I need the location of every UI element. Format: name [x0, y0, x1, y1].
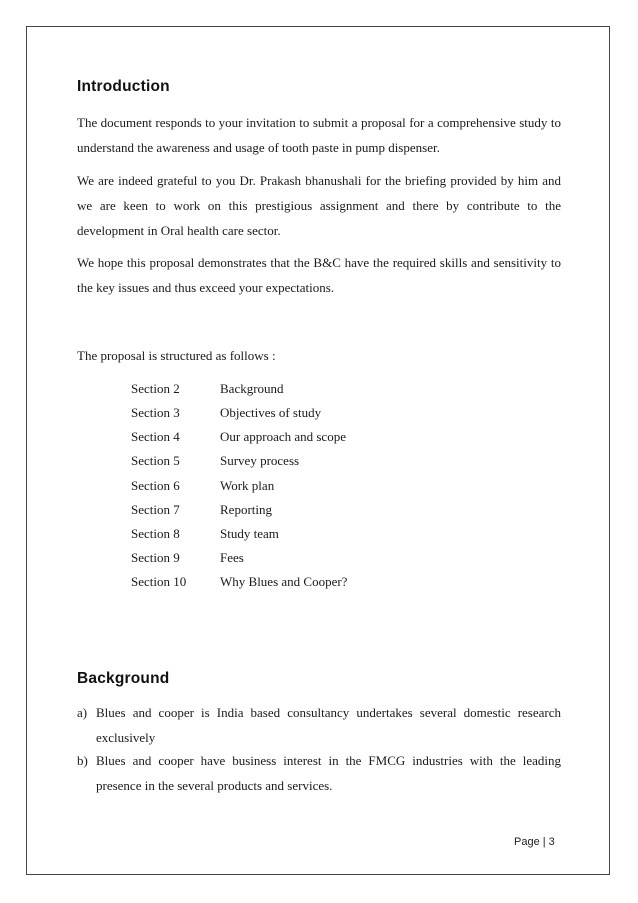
section-row [131, 524, 531, 544]
introduction-heading: Introduction [77, 78, 170, 95]
section-number: Section 4 [131, 429, 180, 444]
section-number: Section 9 [131, 550, 180, 565]
section-row [131, 427, 531, 447]
page-number: Page | 3 [514, 836, 555, 848]
section-number: Section 8 [131, 526, 180, 541]
section-title: Why Blues and Cooper? [220, 574, 348, 589]
section-row [131, 379, 531, 399]
section-title: Reporting [220, 502, 272, 517]
list-text: Blues and cooper is India based consultancy undertakes several domestic research exclusively [96, 705, 561, 745]
section-row [131, 476, 531, 496]
background-heading: Background [77, 670, 170, 687]
section-row [131, 572, 531, 592]
section-number: Section 10 [131, 574, 187, 589]
section-number: Section 7 [131, 502, 180, 517]
section-title: Objectives of study [220, 405, 322, 420]
section-number: Section 3 [131, 405, 180, 420]
section-title: Study team [220, 526, 279, 541]
section-title: Our approach and scope [220, 429, 346, 444]
section-title: Background [220, 381, 284, 396]
section-number: Section 5 [131, 453, 180, 468]
section-title: Work plan [220, 478, 275, 493]
list-text: Blues and cooper have business interest in the FMCG industries with the leading presence in the several products and services. [96, 753, 561, 793]
section-number: Section 2 [131, 381, 180, 396]
structure-intro: The proposal is structured as follows : [77, 348, 276, 363]
section-number: Section 6 [131, 478, 180, 493]
intro-paragraph-1: The document responds to your invitation to submit a proposal for a comprehensive study to understand the awareness and usage of tooth paste in pump dispenser. [77, 115, 561, 155]
intro-paragraph-3: We hope this proposal demonstrates that the B&C have the required skills and sensitivity to the key issues and thus exceed your expectations. [77, 255, 561, 295]
list-marker: b) [77, 753, 88, 768]
list-marker: a) [77, 705, 88, 720]
section-row [131, 451, 531, 471]
section-row [131, 403, 531, 423]
intro-paragraph-2: We are indeed grateful to you Dr. Prakash bhanushali for the briefing provided by him and we are keen to work on this prestigious assignment and there by contribute to the development in Oral health care sector. [77, 173, 561, 238]
section-title: Fees [220, 550, 244, 565]
section-row [131, 548, 531, 568]
section-row [131, 500, 531, 520]
section-title: Survey process [220, 453, 300, 468]
